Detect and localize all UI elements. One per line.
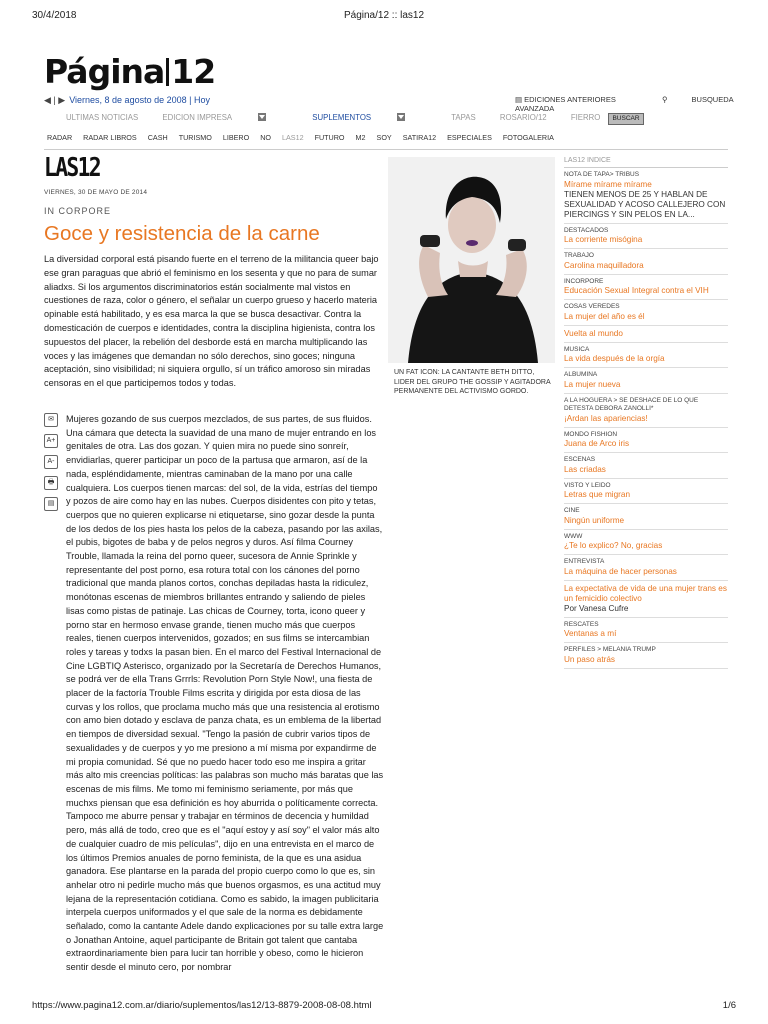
dateline [44,95,210,106]
logo-bar [166,58,169,86]
sidebar-item [564,428,728,454]
nav-radar-libros[interactable]: RADAR LIBROS [83,133,137,142]
sidebar-header: LAS12 INDICE [564,157,728,168]
sidebar-item [564,300,728,326]
nav-suplementos-label: SUPLEMENTOS [312,113,372,122]
font-decrease-icon[interactable]: A- [44,455,58,469]
ediciones-anteriores-label: EDICIONES ANTERIORES [524,95,616,104]
sidebar-author: Por Vanesa Cufre [564,603,629,613]
logo-right: 12 [171,52,216,91]
busqueda-avanzada-label: BUSQUEDA AVANZADA [515,95,734,113]
sidebar-item [564,530,728,556]
chevron-down-icon[interactable] [258,113,266,121]
sidebar-category: CINE [564,507,580,514]
sidebar-category: VISTO Y LEIDO [564,481,611,489]
sidebar-item [564,581,728,618]
sidebar-link[interactable]: Un paso atrás [564,654,615,664]
email-icon[interactable]: ✉ [44,413,58,427]
print-url: https://www.pagina12.com.ar/diario/suplementos/las12/13-8879-2008-08-08.html [32,1000,372,1011]
sidebar-item [564,168,728,224]
chevron-down-icon[interactable] [397,113,405,121]
sidebar-link[interactable]: ¿Te lo explico? No, gracias [564,541,663,550]
sidebar-item [564,479,728,505]
photo-illustration [388,157,555,363]
search-icon: ⚲ [661,95,668,104]
supplements-nav [47,133,563,142]
sidebar-item [564,453,728,479]
nav-rosario12[interactable]: ROSARIO/12 [499,113,547,122]
nav-fierro[interactable]: FIERRO [570,113,601,122]
sidebar-link[interactable]: La vida después de la orgía [564,354,665,363]
sidebar-item [564,643,728,669]
sidebar-link[interactable]: Vuelta al mundo [564,328,623,338]
nav-edicion-impresa[interactable] [162,113,288,122]
site-logo[interactable] [44,52,215,91]
article-tools [44,413,60,518]
sidebar-category: INCORPORE [564,277,604,285]
sidebar-category: ENTREVISTA [564,558,605,565]
sidebar-link[interactable]: Las criadas [564,464,606,474]
main-nav [66,113,622,122]
sidebar-category: MUSICA [564,345,590,353]
nav-soy[interactable]: SOY [376,133,392,142]
sidebar-link[interactable]: La corriente misógina [564,235,643,244]
sidebar-category: WWW [564,532,583,540]
logo-left: Página [44,52,165,91]
article-body: Mujeres gozando de sus cuerpos mezclados, de sus partes, de sus fluidos. Una cámara que detecta la suavidad de una mano de mujer entrando en los genitales de otra. Las dos gozan. Y quien mira no puede sino sonreír, envidiarlas, querer participar un poco de la partusa que armaron, así de la nada, espléndidamente, mientras caminaban de la mano por una calle cualquiera. Los cuerpos tienen marcas: del sol, de la vida, estrías del tiempo y pozos de aire como hay en las nubes. Cuerpos disidentes con pito y tetas, cuerpos que no quieren explicarse ni etiquetarse, sino gozar desde la punta de los dedos de los pies hasta los pelos de la cabeza, pasando por las axilas, el pubis, bigotes de baba y de pelos negros y duros. Así filma Courney Trouble, llamada la reina del porno queer, sucesora de Annie Sprinkle y representante del post porno, esa rotura total con los cánones del porno tradicional que manda planos cortos, conchas depiladas hasta la ridiculez, monótonas escenas de miembros brillantes entrando y saliendo de pieles lisas como pistas de patinaje. Las chicas de Courney, torta, icono queer y porno star en hermoso envase grande, tienen mucho más que cuerpos reales, tienen cuerpos intervenidos, gozados; en sus films se intercambian roles y tareas y todxs la pasan bien. En el marco del Festival Internacional de Cine LGBTIQ Asterisco, organizado por la Secretaría de Derechos Humanos, se podrá ver de ella Trans Grrrls: Revolution Porn Style Now!, una fiesta de placer de la factoría Trouble Films escrita y dirigida por esta diosa de las curvas y los rollos, que proclama mucho más que una resistencia al erotismo con amo bien dotado y esclava de panza chata, es un emblema de la libertad en tiempos de diversidad sexual. "Tengo la pasión de cubrir varios tipos de sexualidades y de cuerpos y yo me presiono a mí misma por expandirme de mi propia comunidad. Sé que no puedo hacer todo eso me inspira a gritar más alto mis creencias políticas: las palabras son mucho más baratas que las escenas de mis films. Me tomo mi feminismo seriamente, por más que muchxs piensan que esa definición es hoy aburrida o políticamente correcta. Tampoco me aburre pensar y trabajar en términos de decencia y humildad pero, más allá de todo, creo que es el "aquí estoy y así soy" el valor más alto de cualquier cuadro de mis películas", dijo en una entrevista en el marco de los últimos Premios anuales de porno feminista, de la que es una asidua ganadora. Ese plantarse en la parada del propio cuerpo como lo que es, sin anhelar otro ni pedirle mucho más que buenos orgasmos, es una actitud muy lejana de la representación cotidiana. Como es sabido, la imagen publicitaria interpela cuerpos uniformados y el que sale de la norma es debidamente señalado, como la cantante Adele dando explicaciones por su talle extra large o Jonathan Antoine, aquel participante de Britain got talent que cantaba extraordinariamente bien para lucir tan horrible y obeso, como le hicieron sentir desde el minuto cero, por nombrar [66,414,384,973]
article-photo [388,157,555,363]
sidebar-category: TRABAJO [564,252,594,259]
search-button[interactable]: BUSCAR [608,113,644,125]
ediciones-anteriores-link[interactable]: ▤ EDICIONES ANTERIORES [515,95,616,104]
sidebar-category: MONDO FISHION [564,430,618,438]
sidebar-item [564,555,728,581]
sidebar-link[interactable]: Ventanas a mí [564,629,617,638]
article-lead: La diversidad corporal está pisando fuerte en el terreno de la militancia queer bajo ese gran paraguas que abrió el feminismo en los sesenta y que no para de sumar aliadxs. Si los argumentos discriminatorios están socialmente mal vistos en cuestiones de raza, color o género, el señalar un cuerpo grueso y hacerlo materia opinable está habilitado, y es esa marca la que se busca desactivar. Contra la domesticación de cuerpos e identidades, contra la disciplina higienista, contra los supuestos del placer, la rebelión del desborde está en marcha multiplicando las voces y las imágenes que demandan no sólo derechos, sino goces; ninguna aceptación, sino visibilidad; ni siquiera orgullo, sí un tráfico amoroso sin miradas censoras en el que participemos todos y todas. [44,254,379,389]
nav-no[interactable]: NO [260,133,271,142]
nav-las12[interactable]: LAS12 [281,133,304,142]
print-title: Página/12 :: las12 [343,10,425,21]
nav-edicion-impresa-label: EDICION IMPRESA [162,113,233,122]
print-date: 30/4/2018 [32,10,77,21]
nav-futuro[interactable]: FUTURO [314,133,345,142]
sidebar-category: NOTA DE TAPA> TRIBUS [564,171,640,178]
font-increase-icon[interactable]: A+ [44,434,58,448]
sidebar-category: A LA HOGUERA > SE DESHACE DE LO QUE DETESTA DEBORA ZANOLLI* [564,396,699,412]
sidebar-category: ALBUMINA [564,371,598,378]
date-nav-arrows[interactable]: ◀ | ▶ [44,95,66,105]
share-icon[interactable]: ▤ [44,497,58,511]
sidebar-link[interactable]: Carolina maquilladora [564,260,644,270]
sidebar-item [564,249,728,275]
sidebar-link[interactable]: La mujer del año es él [564,311,645,321]
nav-ultimas-noticias[interactable]: ULTIMAS NOTICIAS [66,113,139,122]
sidebar-category: PERFILES > MELANIA TRUMP [564,646,656,653]
sidebar-category: RESCATES [564,620,599,628]
sidebar-item [564,343,728,369]
sidebar-category: COSAS VEREDES [564,303,620,310]
sidebar-link[interactable]: La máquina de hacer personas [564,566,677,576]
nav-m2[interactable]: M2 [355,133,366,142]
sidebar-link[interactable]: Educación Sexual Integral contra el VIH [564,286,709,295]
print-page-number: 1/6 [722,1000,736,1011]
nav-suplementos[interactable] [312,113,427,122]
sidebar-item [564,368,728,394]
sidebar-item [564,618,728,644]
sidebar-item [564,326,728,343]
divider [44,149,728,150]
section-label: IN CORPORE [44,206,112,216]
top-links [515,95,768,113]
sidebar-index [564,157,728,669]
sidebar-item [564,504,728,530]
sidebar-category: ESCENAS [564,456,596,463]
sidebar-item [564,394,728,428]
nav-especiales[interactable]: ESPECIALES [447,133,492,142]
sidebar-category: DESTACADOS [564,226,609,234]
photo-caption: UN FAT ICON: LA CANTANTE BETH DITTO, LIDER DEL GRUPO THE GOSSIP Y AGITADORA PERMANENTE DEL ACTIVISMO GORDO. [394,369,551,395]
dateline-text[interactable]: Viernes, 8 de agosto de 2008 | Hoy [69,95,210,105]
sidebar-link[interactable]: Ningún uniforme [564,515,625,525]
nav-fotogaleria[interactable]: FOTOGALERIA [502,133,554,142]
sidebar-link[interactable]: Juana de Arco iris [564,439,630,448]
supplement-logo[interactable]: LAS12 [44,153,100,183]
sidebar-link[interactable]: La expectativa de vida de una mujer trans es un femicidio colectivo [564,583,727,603]
article-headline: Goce y resistencia de la carne [44,222,320,245]
sidebar-link[interactable]: Mírame mírame mírame [564,179,652,189]
nav-turismo[interactable]: TURISMO [178,133,212,142]
sidebar-link[interactable]: Letras que migran [564,490,630,499]
nav-cash[interactable]: CASH [147,133,168,142]
print-icon[interactable]: 🖶 [44,476,58,490]
sidebar-item [564,275,728,301]
nav-libero[interactable]: LIBERO [222,133,250,142]
issue-date: VIERNES, 30 DE MAYO DE 2014 [44,189,148,196]
nav-radar[interactable]: RADAR [47,133,73,142]
sidebar-link[interactable]: La mujer nueva [564,379,621,389]
nav-satira12[interactable]: SATIRA12 [402,133,437,142]
nav-tapas[interactable]: TAPAS [451,113,476,122]
sidebar-link[interactable]: ¡Ardan las apariencias! [564,413,648,423]
sidebar-item [564,224,728,250]
sidebar-summary: TIENEN MENOS DE 25 Y HABLAN DE SEXUALIDAD Y ACOSO CALLEJERO CON PIERCINGS Y SIN PELOS EN LA... [564,189,726,219]
